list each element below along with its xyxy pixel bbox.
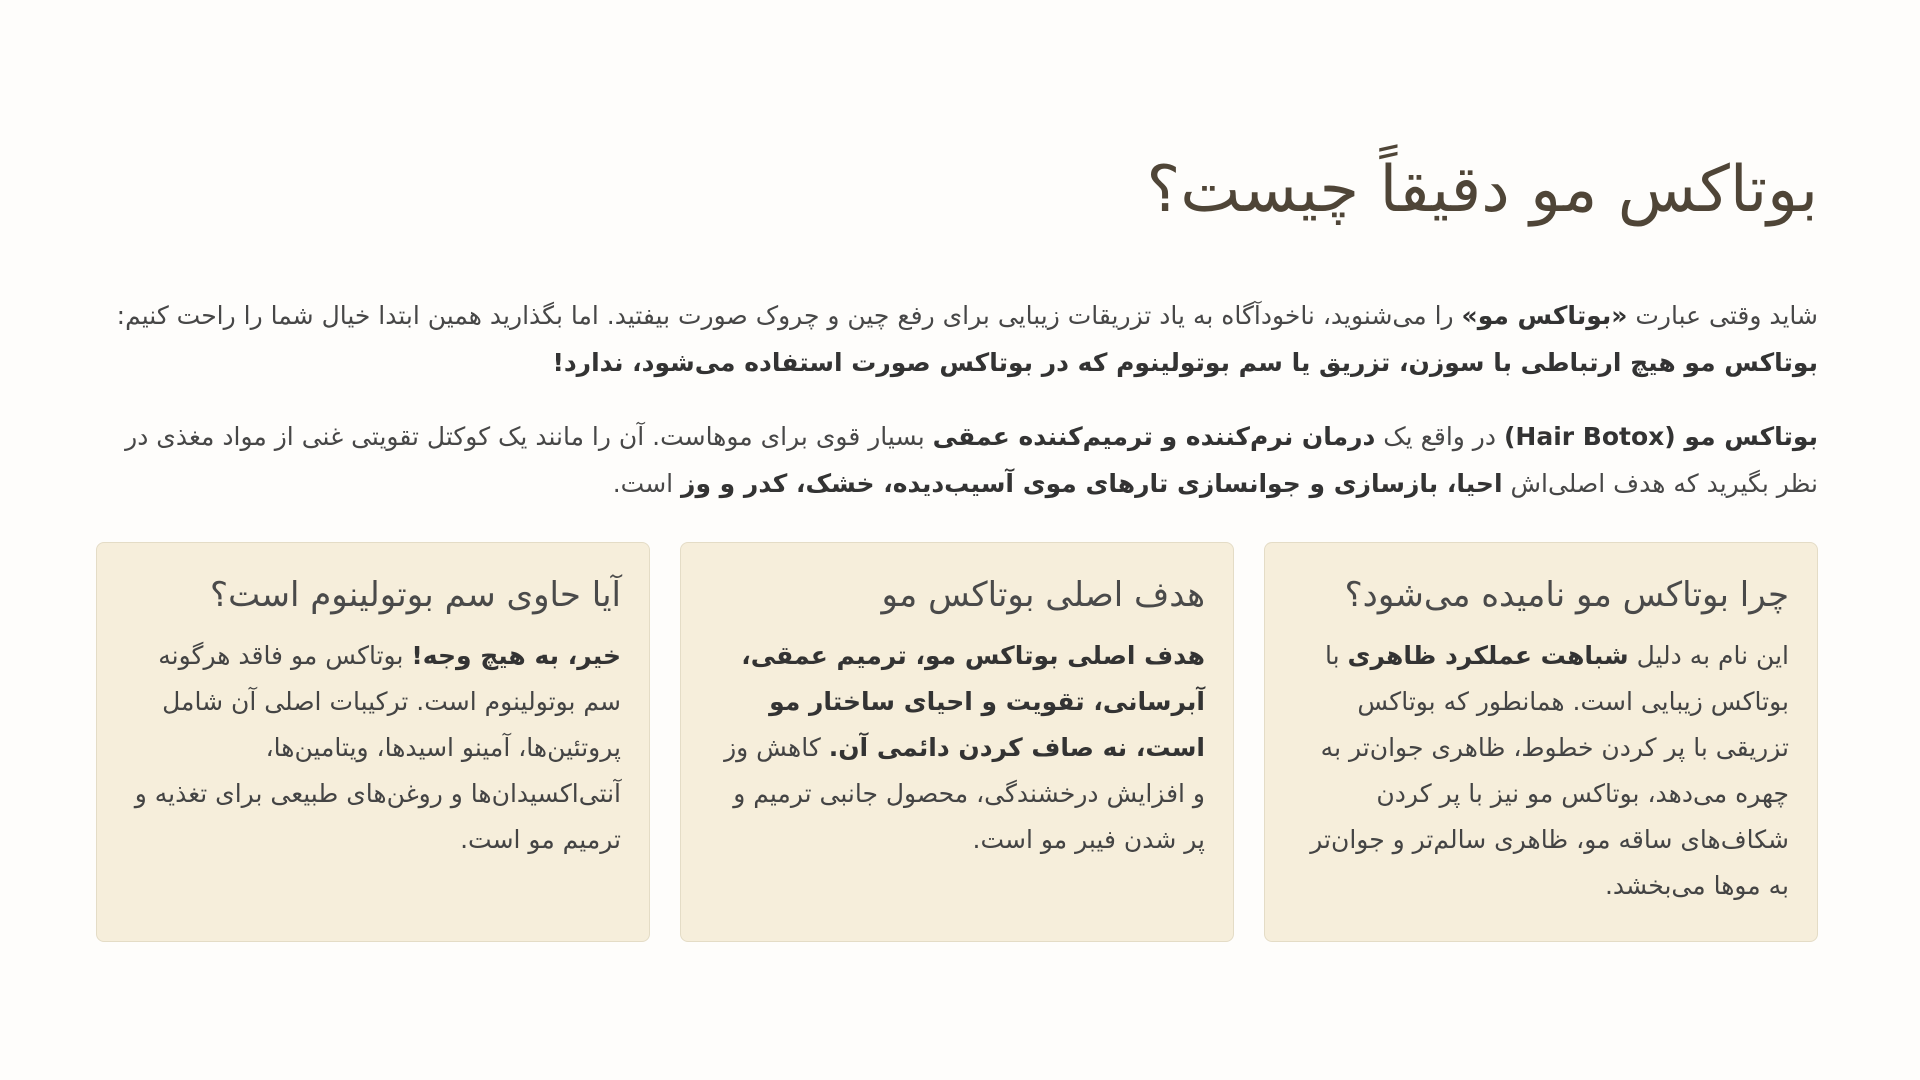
card-botulinum	[96, 542, 650, 942]
intro-p2-bold-1: بوتاکس مو (Hair Botox)	[1503, 422, 1818, 451]
card-bold: شباهت عملکرد ظاهری	[1347, 641, 1629, 670]
card-title: چرا بوتاکس مو نامیده می‌شود؟	[1344, 575, 1789, 615]
card-text: این نام به دلیل	[1628, 641, 1789, 670]
page-title: بوتاکس مو دقیقاً چیست؟	[1146, 153, 1818, 227]
card-text: بوتاکس مو فاقد هرگونه سم بوتولینوم است. ترکیبات اصلی آن شامل پروتئین‌ها، آمینو اسیدها، ویتامین‌ها، آنتی‌اکسیدان‌ها و روغن‌های طبیعی برای تغذیه و ترمیم مو است.	[134, 641, 621, 854]
intro-p1-bold-2: بوتاکس مو هیچ ارتباطی با سوزن، تزریق یا سم بوتولینوم که در بوتاکس صورت استفاده می‌شود، ندارد!	[552, 348, 1818, 377]
intro-paragraph-2	[102, 413, 1818, 507]
card-body	[709, 633, 1205, 863]
card-body	[125, 633, 621, 863]
card-bold: هدف اصلی بوتاکس مو، ترمیم عمقی، آبرسانی، تقویت و احیای ساختار مو است، نه صاف کردن دائمی آن.	[741, 641, 1205, 762]
card-bold: خیر، به هیچ وجه!	[411, 641, 621, 670]
intro-p1-bold-1: «بوتاکس مو»	[1461, 301, 1628, 330]
intro-p2-text-1: در واقع یک	[1375, 422, 1504, 451]
intro-p2-bold-2: درمان نرم‌کننده و ترمیم‌کننده عمقی	[932, 422, 1376, 451]
intro-paragraph-1	[102, 292, 1818, 386]
card-text: کاهش وز و افزایش درخشندگی، محصول جانبی ترمیم و پر شدن فیبر مو است.	[724, 733, 1205, 854]
intro-p2-text-2: بسیار قوی برای موهاست. آن را مانند یک کوکتل تقویتی غنی از مواد مغذی در نظر بگیرید که هدف اصلی‌اش	[125, 422, 1818, 498]
intro-p1-text-2: را می‌شنوید، ناخودآگاه به یاد تزریقات زیبایی برای رفع چین و چروک صورت بیفتید. اما بگذارید همین ابتدا خیال شما را راحت کنیم:	[116, 301, 1462, 330]
card-body	[1293, 633, 1789, 909]
card-why-name	[1264, 542, 1818, 942]
info-cards	[96, 542, 1818, 942]
intro-p1-text-1: شاید وقتی عبارت	[1627, 301, 1818, 330]
card-title: هدف اصلی بوتاکس مو	[881, 575, 1205, 615]
card-title: آیا حاوی سم بوتولینوم است؟	[210, 575, 621, 615]
card-text: با بوتاکس زیبایی است. همانطور که بوتاکس تزریقی با پر کردن خطوط، ظاهری جوان‌تر به چهره می‌دهد، بوتاکس مو نیز با پر کردن شکاف‌های ساقه مو، ظاهری سالم‌تر و جوان‌تر به موها می‌بخشد.	[1310, 641, 1789, 900]
card-main-goal	[680, 542, 1234, 942]
intro-p2-bold-3: احیا، بازسازی و جوانسازی تارهای موی آسیب‌دیده، خشک، کدر و وز	[681, 469, 1503, 498]
intro-p2-text-3: است.	[612, 469, 682, 498]
